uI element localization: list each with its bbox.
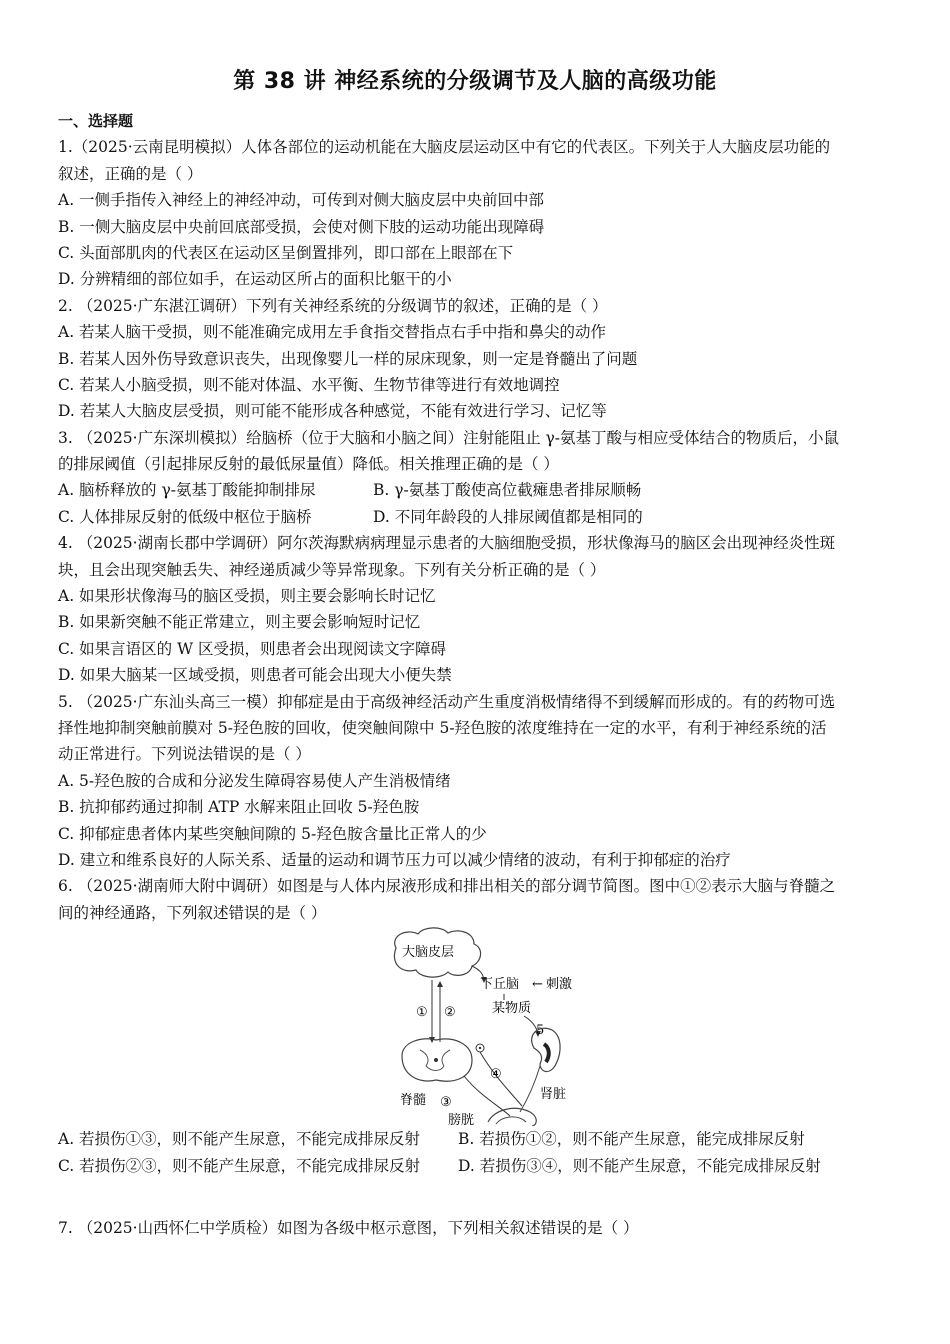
diagram-svg [384, 926, 644, 1126]
option-d[interactable]: D. 若某人大脑皮层受损，则可能不能形成各种感觉，不能有效进行学习、记忆等 [58, 402, 607, 421]
option-row [58, 1126, 890, 1152]
option-d[interactable]: D. 如果大脑某一区域受损，则患者可能会出现大小便失禁 [58, 666, 452, 685]
option-b[interactable]: B. 若损伤①②，则不能产生尿意，能完成排尿反射 [458, 1130, 805, 1149]
question-5 [58, 689, 890, 874]
question-stem: 块，且会出现突触丢失、神经递质减少等异常现象。下列有关分析正确的是（ ） [58, 560, 606, 579]
stimulus-arrow: ← [532, 977, 543, 993]
option-c[interactable]: C. 头面部肌肉的代表区在运动区呈倒置排列，即口部在上眼部在下 [58, 243, 514, 262]
question-stem: 7. （2025·山西怀仁中学质检）如图为各级中枢示意图，下列相关叙述错误的是（ ） [58, 1218, 639, 1237]
option-b[interactable]: B. 抗抑郁药通过抑制 ATP 水解来阻止回收 5-羟色胺 [58, 798, 420, 817]
option-a[interactable]: A. 一侧手指传入神经上的神经冲动，可传到对侧大脑皮层中央前回中部 [58, 191, 545, 210]
question-stem: 间的神经通路，下列叙述错误的是（ ） [58, 903, 327, 922]
question-stem: 6. （2025·湖南师大附中调研）如图是与人体内尿液形成和排出相关的部分调节简图。图中①②表示大脑与脊髓之 [58, 877, 836, 896]
urination-regulation-diagram [58, 926, 890, 1126]
label-n5: 5 [536, 1023, 545, 1039]
option-row [58, 477, 890, 503]
label-n3: ③ [440, 1095, 452, 1111]
option-d[interactable]: D. 不同年龄段的人排尿阈值都是相同的 [373, 507, 643, 526]
option-a[interactable]: A. 如果形状像海马的脑区受损，则主要会影响长时记忆 [58, 587, 436, 606]
label-n1: ① [416, 1005, 428, 1021]
option-b[interactable]: B. γ-氨基丁酸使高位截瘫患者排尿顺畅 [373, 481, 642, 500]
question-7 [58, 1215, 890, 1241]
option-c[interactable]: C. 抑郁症患者体内某些突触间隙的 5-羟色胺含量比正常人的少 [58, 824, 487, 843]
option-a[interactable]: A. 5-羟色胺的合成和分泌发生障碍容易使人产生消极情绪 [58, 771, 451, 790]
question-stem: 1.（2025·云南昆明模拟）人体各部位的运动机能在大脑皮层运动区中有它的代表区。下列关于人大脑皮层功能的 [58, 138, 831, 157]
option-row [58, 1153, 890, 1179]
option-d[interactable]: D. 分辨精细的部位如手，在运动区所占的面积比躯干的小 [58, 270, 452, 289]
question-4 [58, 530, 890, 688]
question-list [58, 108, 890, 1241]
option-b[interactable]: B. 若某人因外伤导致意识丧失，出现像婴儿一样的尿床现象，则一定是脊髓出了问题 [58, 349, 638, 368]
section-heading: 一、选择题 [58, 112, 134, 130]
question-3 [58, 425, 890, 531]
option-d[interactable]: D. 若损伤③④，则不能产生尿意，不能完成排尿反射 [458, 1156, 821, 1175]
option-c[interactable]: C. 人体排尿反射的低级中枢位于脑桥 [58, 507, 312, 526]
question-stem: 动正常进行。下列说法错误的是（ ） [58, 745, 311, 764]
option-a[interactable]: A. 脑桥释放的 γ-氨基丁酸能抑制排尿 [58, 481, 316, 500]
question-stem: 5. （2025·广东汕头高三一模）抑郁症是由于高级神经活动产生重度消极情绪得不到缓解而形成的。有的药物可选 [58, 692, 836, 711]
brain-label: 大脑皮层 [402, 945, 455, 961]
label-n2: ② [444, 1005, 456, 1021]
bladder-label: 膀胱 [448, 1113, 475, 1127]
page-title: 第 38 讲 神经系统的分级调节及人脑的高级功能 [233, 69, 717, 94]
option-c[interactable]: C. 若某人小脑受损，则不能对体温、水平衡、生物节律等进行有效地调控 [58, 375, 560, 394]
option-c[interactable]: C. 如果言语区的 W 区受损，则患者会出现阅读文字障碍 [58, 639, 446, 658]
substance-label: 某物质 [492, 1001, 532, 1017]
question-stem: 2. （2025·广东湛江调研）下列有关神经系统的分级调节的叙述，正确的是（ ） [58, 296, 608, 315]
label-n4: ④ [490, 1067, 502, 1083]
option-row [58, 504, 890, 530]
question-1 [58, 134, 890, 292]
option-a[interactable]: A. 若损伤①③，则不能产生尿意，不能完成排尿反射 [58, 1130, 421, 1149]
hypothalamus-label: 下丘脑 [480, 977, 520, 993]
kidney-label: 肾脏 [540, 1087, 567, 1103]
option-b[interactable]: B. 一侧大脑皮层中央前回底部受损，会使对侧下肢的运动功能出现障碍 [58, 217, 545, 236]
question-stem: 3. （2025·广东深圳模拟）给脑桥（位于大脑和小脑之间）注射能阻止 γ-氨基丁酸与相应受体结合的物质后，小鼠 [58, 428, 840, 447]
question-6 [58, 873, 890, 1179]
question-stem: 的排尿阈值（引起排尿反射的最低尿量值）降低。相关推理正确的是（ ） [58, 455, 559, 474]
option-a[interactable]: A. 若某人脑干受损，则不能准确完成用左手食指交替指点右手中指和鼻尖的动作 [58, 323, 607, 342]
question-stem: 择性地抑制突触前膜对 5-羟色胺的回收，使突触间隙中 5-羟色胺的浓度维持在一定的水平，有利于神经系统的活 [58, 718, 827, 737]
option-d[interactable]: D. 建立和维系良好的人际关系、适量的运动和调节压力可以减少情绪的波动，有利于抑郁症的治疗 [58, 850, 731, 869]
option-c[interactable]: C. 若损伤②③，则不能产生尿意，不能完成排尿反射 [58, 1156, 421, 1175]
stimulus-label: 刺激 [546, 977, 573, 993]
spinal-label: 脊髓 [400, 1093, 427, 1109]
question-stem: 叙述，正确的是（ ） [58, 164, 203, 183]
question-2 [58, 293, 890, 425]
option-b[interactable]: B. 如果新突触不能正常建立，则主要会影响短时记忆 [58, 613, 421, 632]
question-stem: 4. （2025·湖南长郡中学调研）阿尔茨海默病病理显示患者的大脑细胞受损，形状像海马的脑区会出现神经炎性斑 [58, 534, 836, 553]
